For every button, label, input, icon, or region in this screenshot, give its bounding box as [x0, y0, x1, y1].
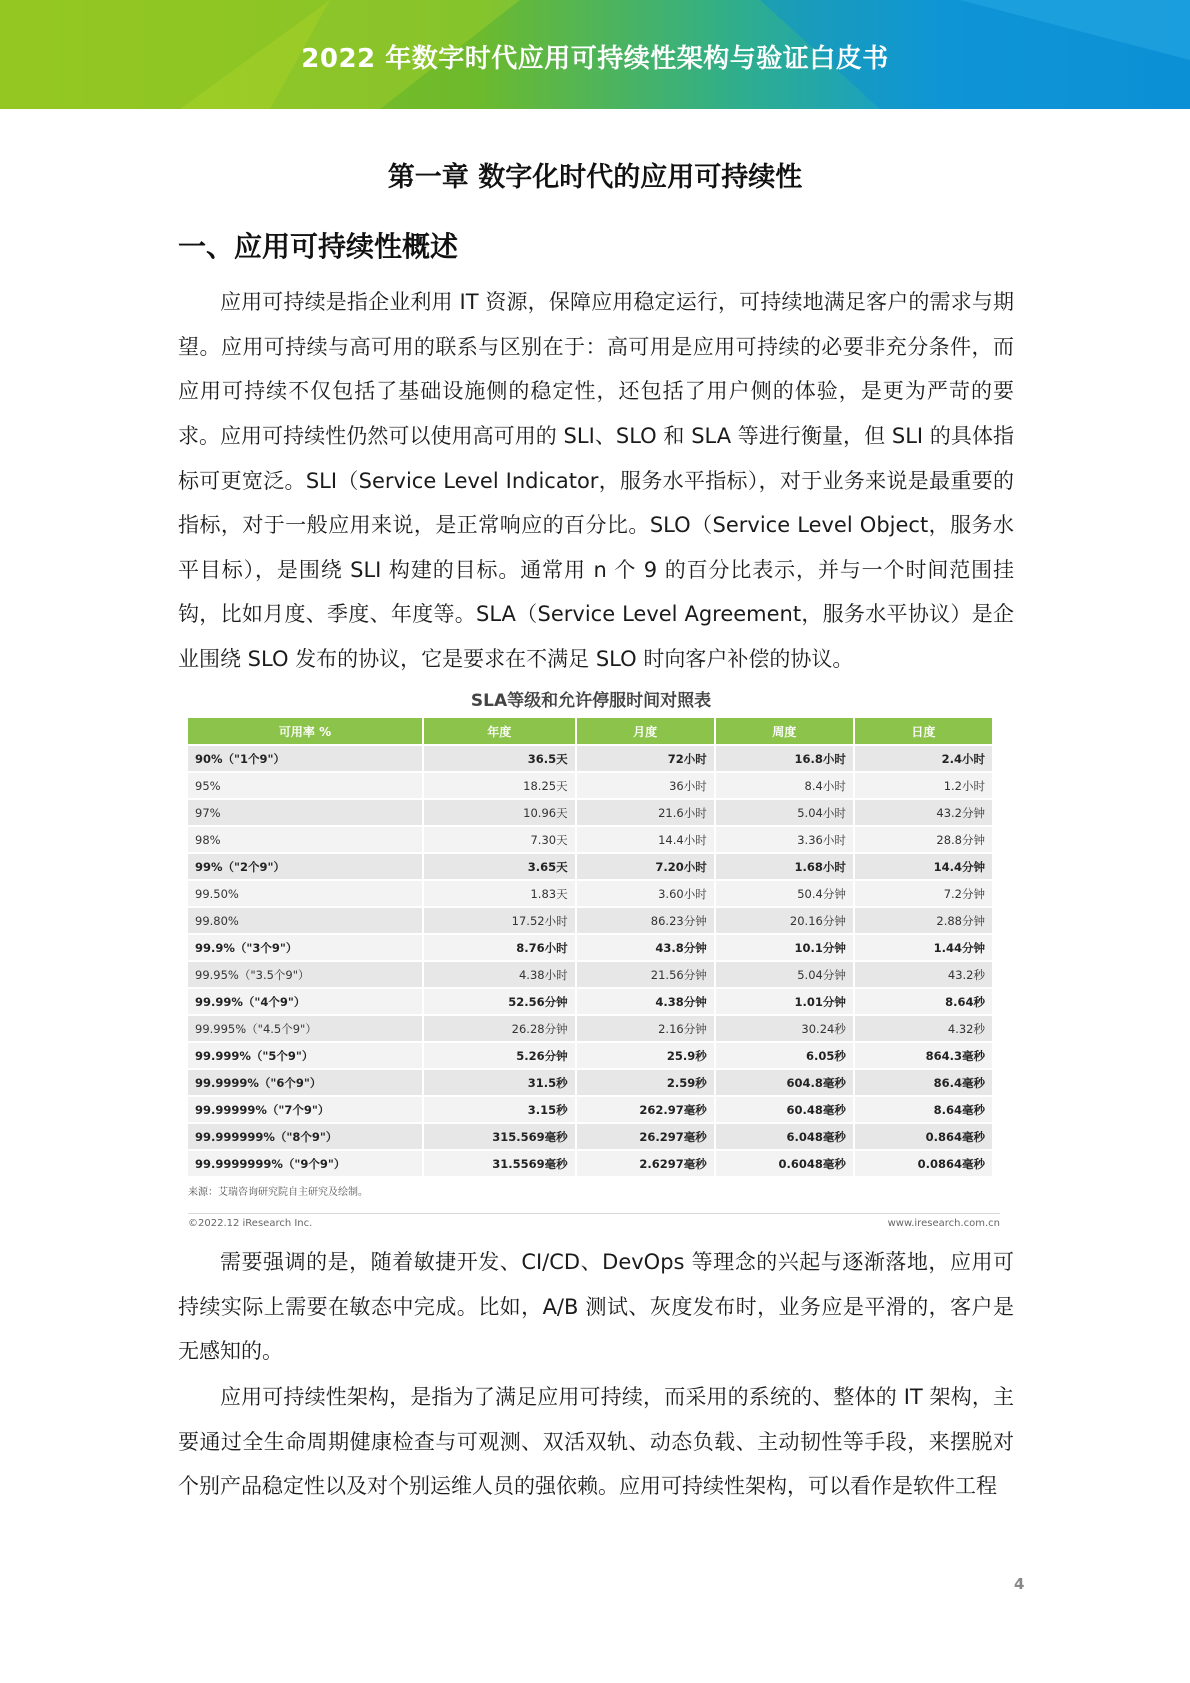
downtime-cell: 1.01分钟: [716, 989, 853, 1014]
downtime-cell: 2.4小时: [855, 746, 992, 771]
availability-cell: 99.995%（"4.5个9"）: [188, 1016, 422, 1041]
downtime-cell: 18.25天: [424, 773, 575, 798]
downtime-cell: 10.1分钟: [716, 935, 853, 960]
section-title: 一、应用可持续性概述: [178, 230, 459, 263]
availability-cell: 99.9%（"3个9"）: [188, 935, 422, 960]
availability-cell: 99.999%（"5个9"）: [188, 1043, 422, 1068]
copyright: ©2022.12 iResearch Inc.: [188, 1218, 313, 1229]
table-row: [188, 773, 992, 798]
downtime-cell: 43.2秒: [855, 962, 992, 987]
page-number: 4: [1014, 1575, 1025, 1593]
downtime-cell: 2.6297毫秒: [577, 1151, 714, 1176]
table-row: [188, 1016, 992, 1041]
downtime-cell: 17.52小时: [424, 908, 575, 933]
figure-footer: [188, 1213, 1000, 1230]
table-row: [188, 1124, 992, 1149]
availability-cell: 99.99%（"4个9"）: [188, 989, 422, 1014]
downtime-cell: 8.64毫秒: [855, 1097, 992, 1122]
paragraph: 需要强调的是，随着敏捷开发、CI/CD、DevOps 等理念的兴起与逐渐落地，应用可持续实际上需要在敏态中完成。比如，A/B 测试、灰度发布时，业务应是平滑的，客户是无感知的。: [178, 1250, 1014, 1363]
downtime-cell: 6.048毫秒: [716, 1124, 853, 1149]
downtime-cell: 28.8分钟: [855, 827, 992, 852]
downtime-cell: 3.60小时: [577, 881, 714, 906]
downtime-cell: 86.4毫秒: [855, 1070, 992, 1095]
downtime-cell: 1.2小时: [855, 773, 992, 798]
availability-cell: 99.99999%（"7个9"）: [188, 1097, 422, 1122]
downtime-cell: 14.4分钟: [855, 854, 992, 879]
downtime-cell: 16.8小时: [716, 746, 853, 771]
downtime-cell: 5.04小时: [716, 800, 853, 825]
downtime-cell: 21.6小时: [577, 800, 714, 825]
availability-cell: 99.50%: [188, 881, 422, 906]
paragraph: 应用可持续性仍然可以使用高可用的 SLI、SLO 和 SLA 等进行衡量，但 SLI 的具体指标可更宽泛。SLI（Service Level Indicator，服务水平指标），对于业务来说是最重要的指标，对于一般应用来说，是正常响应的百分比。SLO（Service Level Object，服务水平目标），是围绕 SLI 构建的目标。通常用 n 个 9 的百分比表示，并与一个时间范围挂钩，比如月度、季度、年度等。SLA（Service Level Agreement，服务水平协议）是企业围绕 SLO 发布的协议，它是要求在不满足 SLO 时向客户补偿的协议。: [178, 424, 1014, 671]
column-header: 月度: [577, 718, 714, 744]
downtime-cell: 8.64秒: [855, 989, 992, 1014]
downtime-cell: 864.3毫秒: [855, 1043, 992, 1068]
downtime-cell: 5.04分钟: [716, 962, 853, 987]
downtime-cell: 0.864毫秒: [855, 1124, 992, 1149]
downtime-cell: 4.32秒: [855, 1016, 992, 1041]
downtime-cell: 5.26分钟: [424, 1043, 575, 1068]
downtime-cell: 4.38小时: [424, 962, 575, 987]
downtime-cell: 52.56分钟: [424, 989, 575, 1014]
downtime-cell: 20.16分钟: [716, 908, 853, 933]
table-row: [188, 827, 992, 852]
header-banner: [0, 0, 1190, 109]
table-row: [188, 962, 992, 987]
table-row: [188, 881, 992, 906]
downtime-cell: 0.6048毫秒: [716, 1151, 853, 1176]
chapter-title: 第一章 数字化时代的应用可持续性: [387, 162, 803, 193]
availability-cell: 90%（"1个9"）: [188, 746, 422, 771]
downtime-cell: 31.5569毫秒: [424, 1151, 575, 1176]
availability-cell: 95%: [188, 773, 422, 798]
downtime-cell: 3.15秒: [424, 1097, 575, 1122]
column-header: 周度: [716, 718, 853, 744]
table-row: [188, 854, 992, 879]
website-link[interactable]: www.iresearch.com.cn: [887, 1218, 1000, 1229]
availability-cell: 97%: [188, 800, 422, 825]
downtime-cell: 7.20小时: [577, 854, 714, 879]
downtime-cell: 26.28分钟: [424, 1016, 575, 1041]
downtime-cell: 50.4分钟: [716, 881, 853, 906]
downtime-cell: 604.8毫秒: [716, 1070, 853, 1095]
downtime-cell: 26.297毫秒: [577, 1124, 714, 1149]
downtime-cell: 25.9秒: [577, 1043, 714, 1068]
column-header: 可用率 %: [188, 718, 422, 744]
downtime-cell: 8.4小时: [716, 773, 853, 798]
document-title: 2022 年数字时代应用可持续性架构与验证白皮书: [301, 44, 889, 74]
downtime-cell: 7.2分钟: [855, 881, 992, 906]
column-header: 日度: [855, 718, 992, 744]
downtime-cell: 43.2分钟: [855, 800, 992, 825]
downtime-cell: 3.65天: [424, 854, 575, 879]
downtime-cell: 36.5天: [424, 746, 575, 771]
table-row: [188, 1097, 992, 1122]
downtime-cell: 10.96天: [424, 800, 575, 825]
downtime-cell: 43.8分钟: [577, 935, 714, 960]
availability-cell: 99.9999999%（"9个9"）: [188, 1151, 422, 1176]
downtime-cell: 36小时: [577, 773, 714, 798]
table-row: [188, 746, 992, 771]
downtime-cell: 14.4小时: [577, 827, 714, 852]
downtime-cell: 2.59秒: [577, 1070, 714, 1095]
table-row: [188, 1043, 992, 1068]
downtime-cell: 6.05秒: [716, 1043, 853, 1068]
table-row: [188, 989, 992, 1014]
column-header: 年度: [424, 718, 575, 744]
table-row: [188, 1151, 992, 1176]
table-row: [188, 1070, 992, 1095]
paragraph: 应用可持续是指企业利用 IT 资源，保障应用稳定运行，可持续地满足客户的需求与期望。应用可持续与高可用的联系与区别在于：高可用是应用可持续的必要非充分条件，而应用可持续不仅包括了基础设施侧的稳定性，还包括了用户侧的体验，是更为严苛的要求。: [178, 290, 1014, 448]
downtime-cell: 31.5秒: [424, 1070, 575, 1095]
table-row: [188, 908, 992, 933]
downtime-cell: 60.48毫秒: [716, 1097, 853, 1122]
availability-cell: 99.95%（"3.5个9"）: [188, 962, 422, 987]
paragraph: 应用可持续性架构，是指为了满足应用可持续，而采用的系统的、整体的 IT 架构，主要通过全生命周期健康检查与可观测、双活双轨、动态负载、主动韧性等手段，来摆脱对个别产品稳定性以及对个别运维人员的强依赖。应用可持续性架构，可以看作是软件工程: [178, 1385, 1014, 1498]
downtime-cell: 7.30天: [424, 827, 575, 852]
downtime-cell: 30.24秒: [716, 1016, 853, 1041]
downtime-cell: 86.23分钟: [577, 908, 714, 933]
figure-title: SLA等级和允许停服时间对照表: [470, 691, 712, 711]
availability-cell: 99.80%: [188, 908, 422, 933]
table-body: [188, 746, 992, 1176]
downtime-cell: 8.76小时: [424, 935, 575, 960]
downtime-cell: 262.97毫秒: [577, 1097, 714, 1122]
availability-cell: 99.9999%（"6个9"）: [188, 1070, 422, 1095]
downtime-cell: 21.56分钟: [577, 962, 714, 987]
downtime-cell: 72小时: [577, 746, 714, 771]
downtime-cell: 4.38分钟: [577, 989, 714, 1014]
downtime-cell: 1.68小时: [716, 854, 853, 879]
downtime-cell: 1.83天: [424, 881, 575, 906]
sla-table: [186, 716, 994, 1178]
table-row: [188, 935, 992, 960]
figure-source: 来源：艾瑞咨询研究院自主研究及绘制。: [188, 1187, 368, 1198]
downtime-cell: 2.16分钟: [577, 1016, 714, 1041]
sla-figure: [188, 686, 994, 1200]
table-row: [188, 800, 992, 825]
table-header-row: [188, 718, 992, 744]
downtime-cell: 3.36小时: [716, 827, 853, 852]
downtime-cell: 1.44分钟: [855, 935, 992, 960]
downtime-cell: 315.569毫秒: [424, 1124, 575, 1149]
availability-cell: 99.999999%（"8个9"）: [188, 1124, 422, 1149]
downtime-cell: 2.88分钟: [855, 908, 992, 933]
availability-cell: 99%（"2个9"）: [188, 854, 422, 879]
availability-cell: 98%: [188, 827, 422, 852]
downtime-cell: 0.0864毫秒: [855, 1151, 992, 1176]
